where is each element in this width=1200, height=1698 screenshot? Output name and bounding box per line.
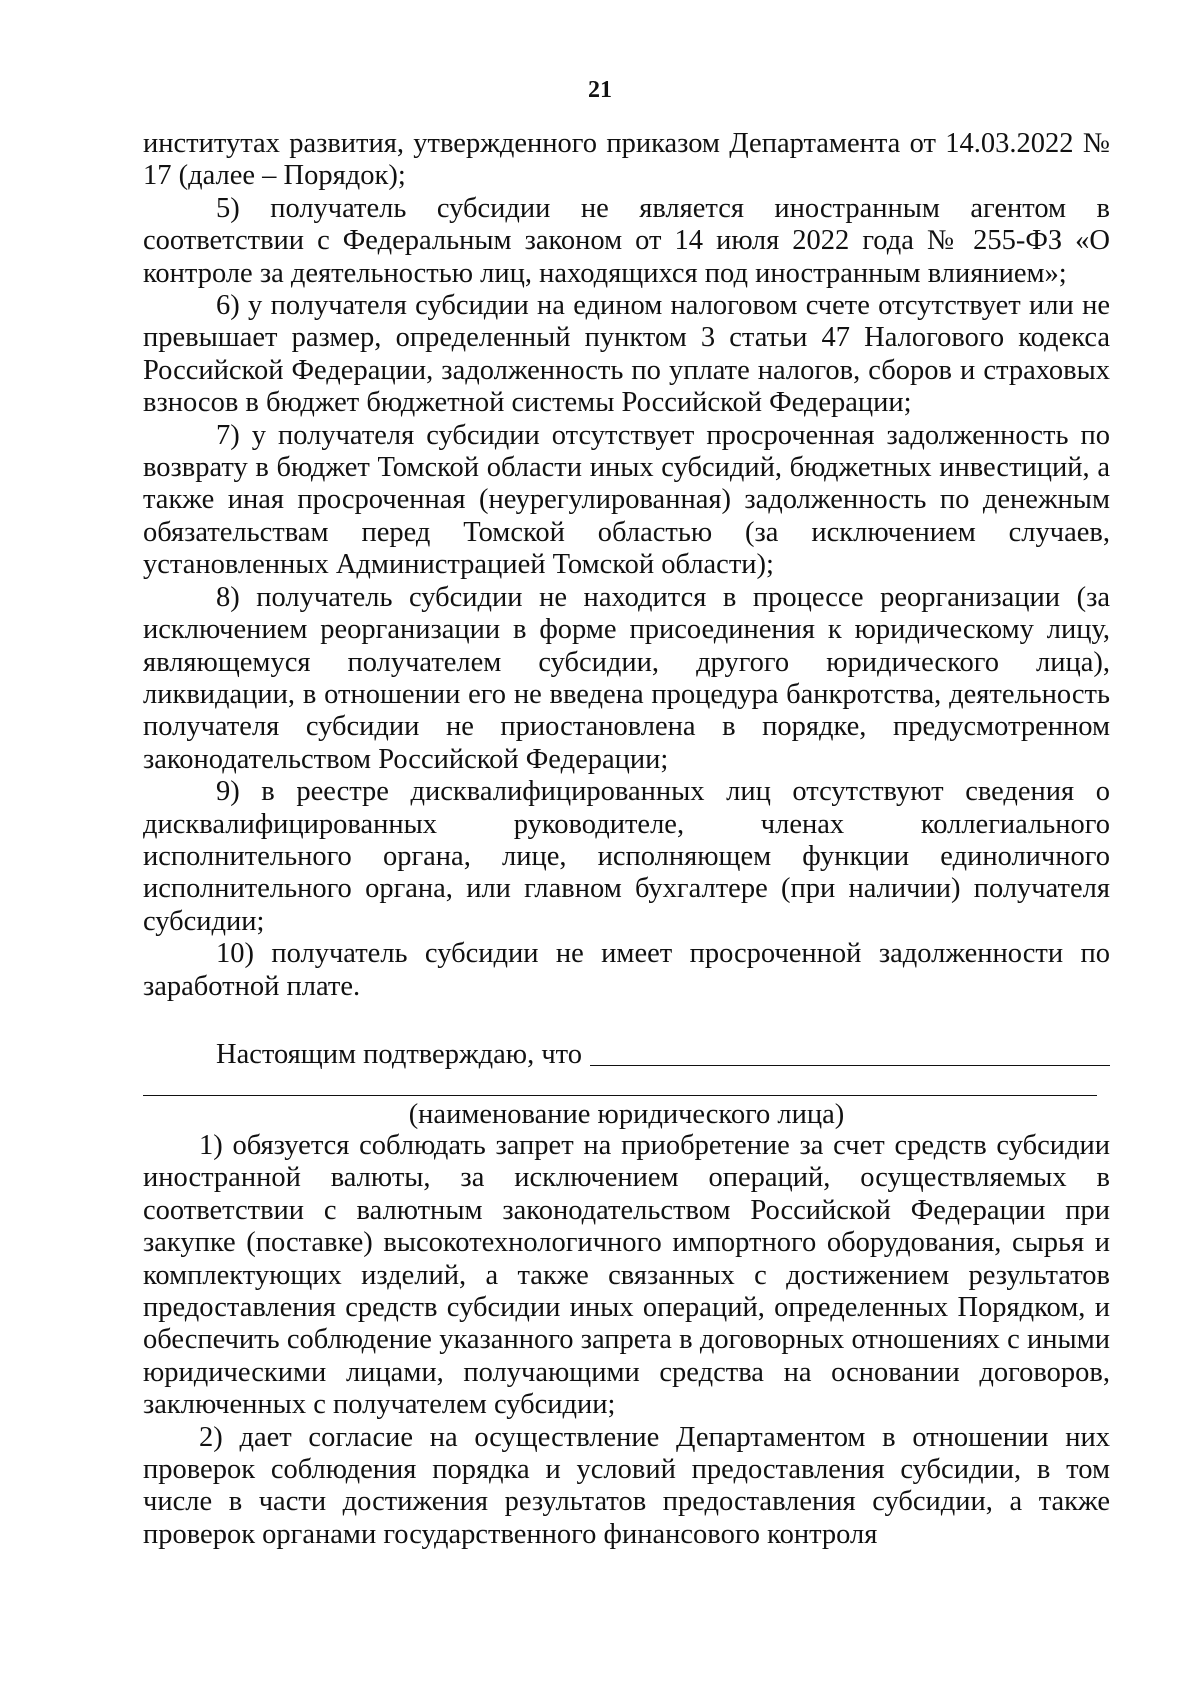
paragraph-gap (143, 1003, 1110, 1035)
commitment-item-2: 2) дает согласие на осуществление Департаментом в отношении них проверок соблюдения порядка и условий предоставления субсидии, в том числе в части достижения результатов предоставления субсидии, а также проверок органами государственного финансового контроля (143, 1421, 1110, 1550)
paragraph-item-5: 5) получатель субсидии не является иностранным агентом в соответствии с Федеральным законом от 14 июля 2022 года № 255-ФЗ «О контроле за деятельностью лиц, находящихся под иностранным влиянием»; (143, 192, 1110, 289)
paragraph-item-7: 7) у получателя субсидии отсутствует просроченная задолженность по возврату в бюджет Томской области иных субсидий, бюджетных инвестиций, а также иная просроченная (неурегулированная) задолженность по денежным обязательствам перед Томской областью (за исключением случаев, установленных Администрацией Томской области); (143, 419, 1110, 581)
paragraph-continuation: институтах развития, утвержденного приказом Департамента от 14.03.2022 № 17 (далее – Порядок); (143, 128, 1110, 192)
document-body (143, 128, 1110, 1551)
page-number: 21 (588, 77, 612, 103)
paragraph-item-6: 6) у получателя субсидии на едином налоговом счете отсутствует или не превышает размер, определенный пунктом 3 статьи 47 Налогового кодекса Российской Федерации, задолженность по уплате налогов, сборов и страховых взносов в бюджет бюджетной системы Российской Федерации; (143, 290, 1110, 419)
legal-entity-blank-line-1 (590, 1041, 1110, 1066)
legal-entity-blank-line-2 (143, 1071, 1097, 1096)
paragraph-item-8: 8) получатель субсидии не находится в процессе реорганизации (за исключением реорганизации в форме присоединения к юридическому лицу, являющемуся получателем субсидии, другого юридического лица), ликвидации, в отношении его не введена процедура банкротства, деятельность получателя субсидии не приостановлена в порядке, предусмотренном законодательством Российской Федерации; (143, 581, 1110, 775)
legal-entity-caption: (наименование юридического лица) (408, 1098, 845, 1130)
paragraph-item-10: 10) получатель субсидии не имеет просроченной задолженности по заработной плате. (143, 938, 1110, 1002)
commitment-item-1: 1) обязуется соблюдать запрет на приобретение за счет средств субсидии иностранной валюты, за исключением операций, осуществляемых в соответствии с валютным законодательством Российской Федерации при закупке (поставке) высокотехнологичного импортного оборудования, сырья и комплектующих изделий, а также связанных с достижением результатов предоставления средств субсидии иных операций, определенных Порядком, и обеспечить соблюдение указанного запрета в договорных отношениях с иными юридическими лицами, получающими средства на основании договоров, заключенных с получателем субсидии; (143, 1129, 1110, 1421)
confirmation-label: Настоящим подтверждаю, что (216, 1038, 583, 1070)
confirmation-line (143, 1035, 1110, 1071)
paragraph-item-9: 9) в реестре дисквалифицированных лиц отсутствуют сведения о дисквалифицированных руководителе, членах коллегиального исполнительного органа, лице, исполняющем функции единоличного исполнительного органа, или главном бухгалтере (при наличии) получателя субсидии; (143, 776, 1110, 937)
